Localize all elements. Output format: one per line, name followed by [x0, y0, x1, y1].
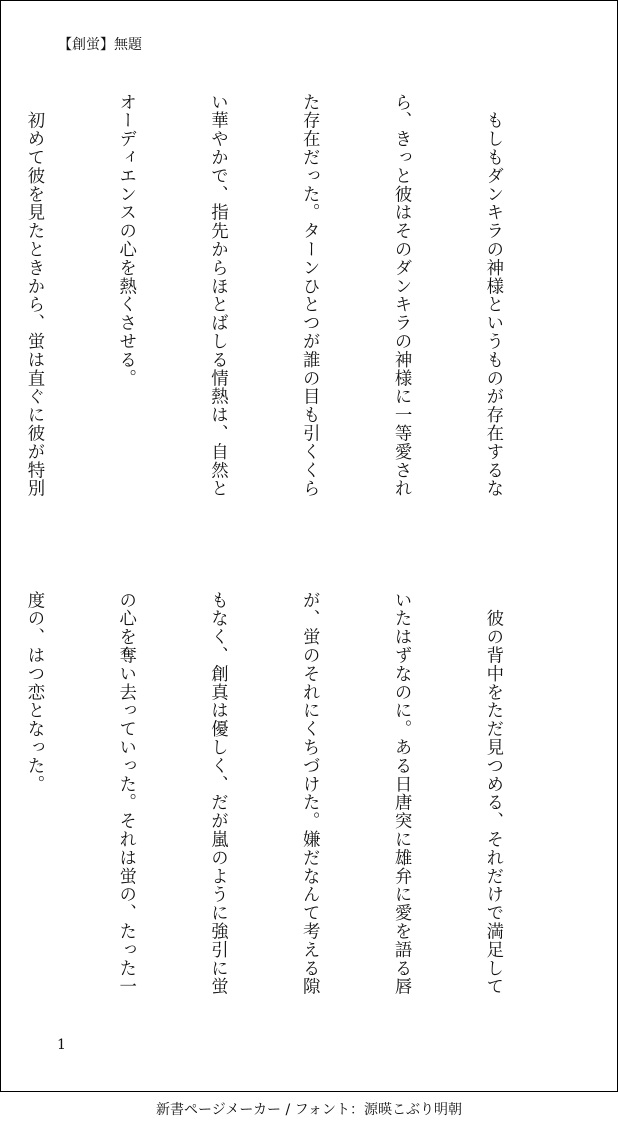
text-line: た存在だった。ターンひとつが誰の目も引くくら: [299, 93, 320, 498]
text-line: いたはずなのに。ある日唐突に雄弁に愛を語る唇: [391, 591, 412, 996]
text-line: が、蛍のそれにくちづけた。嫌だなんて考える隙: [299, 591, 320, 996]
text-line: もなく、創真は優しく、だが嵐のように強引に蛍: [207, 591, 228, 996]
page-number: 1: [57, 1037, 66, 1053]
text-line: い華やかで、指先からほとばしる情熱は、自然と: [207, 93, 228, 498]
story-text-lower: [9, 591, 569, 1011]
text-line: の心を奪い去っていった。それは蛍の、たった一: [115, 591, 136, 996]
text-line: 彼の背中をただ見つめる、それだけで満足して: [482, 591, 503, 996]
text-line: 度の、はつ恋となった。: [23, 591, 44, 794]
text-line: オーディエンスの心を熱くさせる。: [115, 93, 136, 388]
story-text-upper: [9, 93, 569, 513]
text-line: 初めて彼を見たときから、蛍は直ぐに彼が特別: [23, 93, 44, 498]
text-line: もしもダンキラの神様というものが存在するな: [482, 93, 503, 498]
story-title: 【創蛍】無題: [58, 37, 142, 53]
footer-credit: 新書ページメーカー / フォント：源暎こぶり明朝: [156, 1102, 462, 1118]
text-line: ら、きっと彼はそのダンキラの神様に一等愛され: [391, 93, 412, 498]
